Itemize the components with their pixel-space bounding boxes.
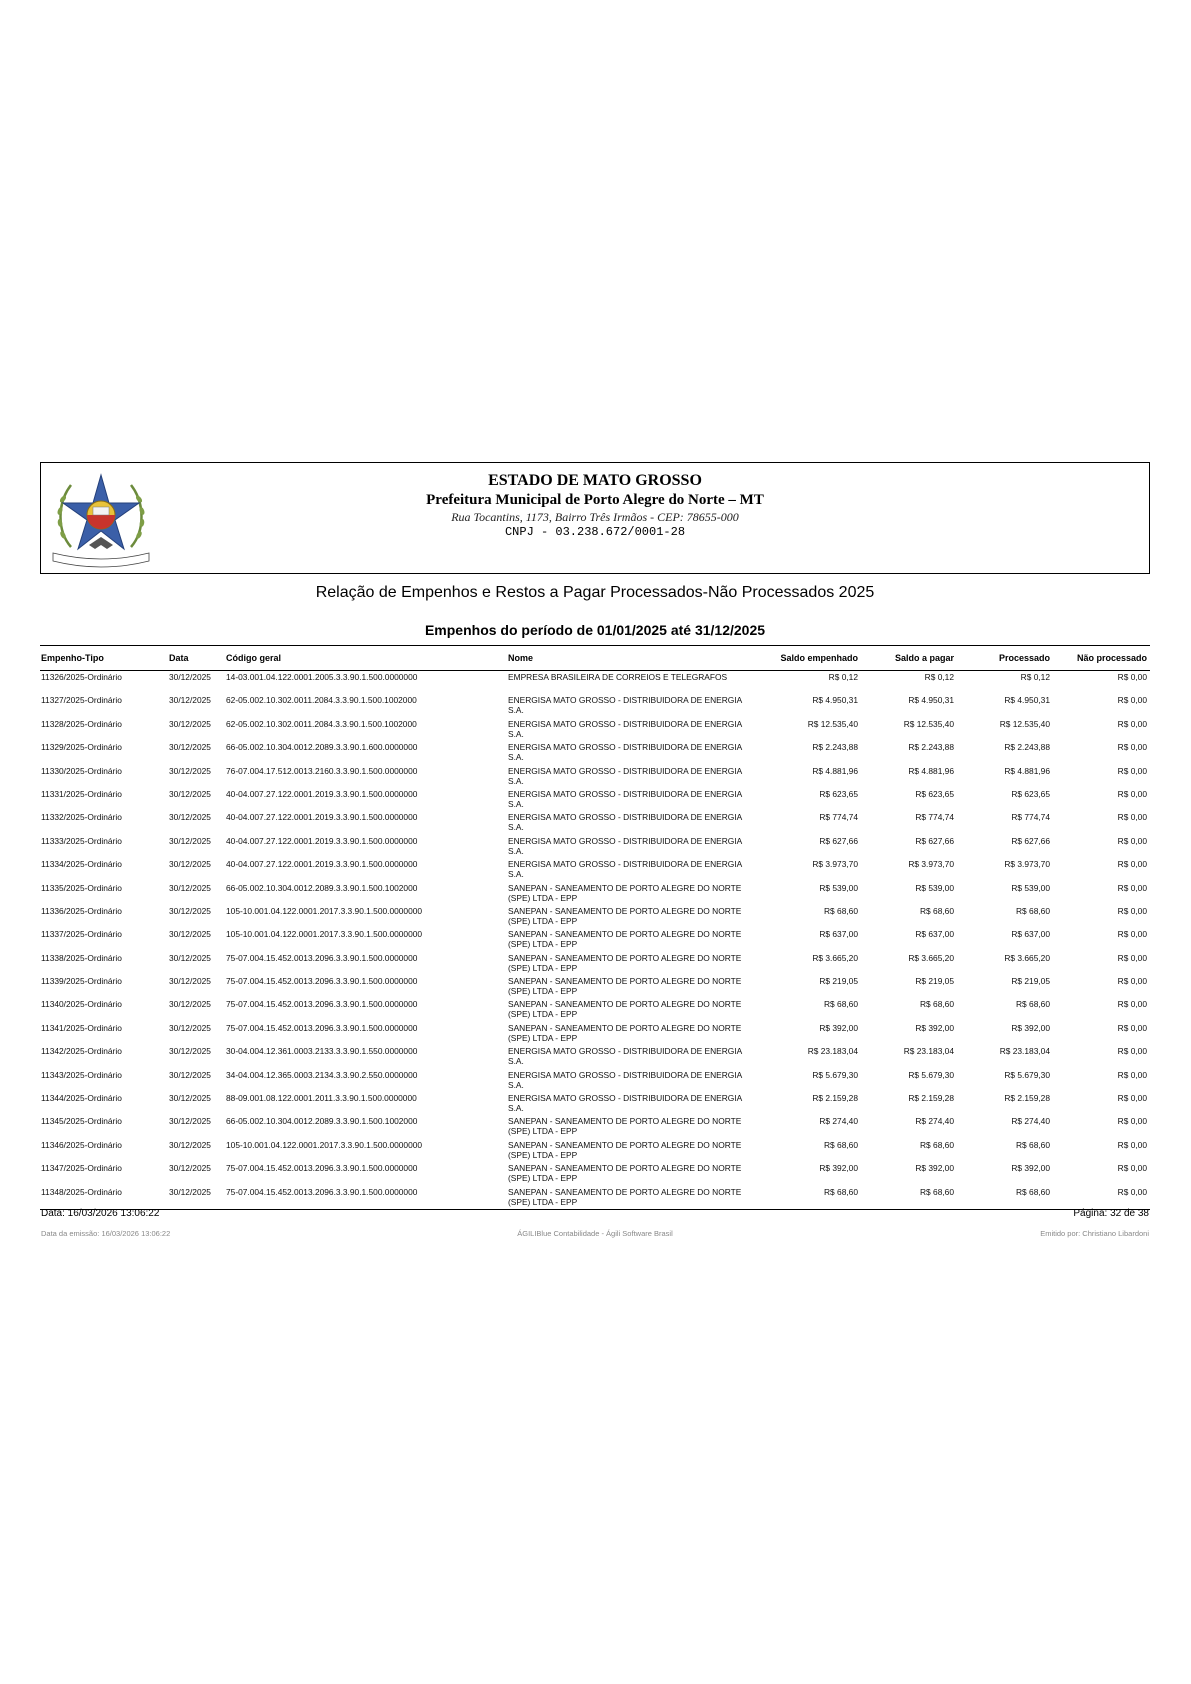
cell-saldo-empenhado: R$ 4.881,96: [812, 765, 858, 776]
cell-data: 30/12/2025: [169, 882, 211, 893]
cell-nome: SANEPAN - SANEAMENTO DE PORTO ALEGRE DO NORTE (SPE) LTDA - EPP: [508, 905, 742, 926]
emission-footer: [40, 1229, 1150, 1241]
cell-data: 30/12/2025: [169, 976, 211, 987]
cell-empenho: 11347/2025-Ordinário: [41, 1163, 122, 1174]
table-row: [40, 1045, 1150, 1068]
cell-nome: ENERGISA MATO GROSSO - DISTRIBUIDORA DE ENERGIA S.A.: [508, 695, 742, 716]
cell-nome: ENERGISA MATO GROSSO - DISTRIBUIDORA DE ENERGIA S.A.: [508, 1093, 742, 1114]
table-body: [40, 671, 1150, 1210]
cell-nao-processado: R$ 0,00: [1117, 929, 1147, 940]
cell-nao-processado: R$ 0,00: [1117, 882, 1147, 893]
table-row: [40, 694, 1150, 717]
cell-processado: R$ 774,74: [1011, 812, 1050, 823]
table-row: [40, 1162, 1150, 1185]
cell-processado: R$ 3.973,70: [1004, 859, 1050, 870]
cell-saldo-a-pagar: R$ 219,05: [915, 976, 954, 987]
cell-codigo: 75-07.004.15.452.0013.2096.3.3.90.1.500.0000000: [226, 1022, 418, 1033]
cell-processado: R$ 68,60: [1016, 999, 1050, 1010]
cell-saldo-empenhado: R$ 68,60: [824, 1186, 858, 1197]
cell-processado: R$ 0,12: [1020, 672, 1050, 682]
cell-nao-processado: R$ 0,00: [1117, 1186, 1147, 1197]
cell-codigo: 40-04.007.27.122.0001.2019.3.3.90.1.500.0000000: [226, 788, 418, 799]
cell-empenho: 11335/2025-Ordinário: [41, 882, 122, 893]
cell-saldo-a-pagar: R$ 4.950,31: [908, 695, 954, 706]
cell-saldo-empenhado: R$ 623,65: [819, 788, 858, 799]
table-row: [40, 882, 1150, 905]
cell-codigo: 75-07.004.15.452.0013.2096.3.3.90.1.500.0000000: [226, 1163, 418, 1174]
page-number: Página: 32 de 38: [1073, 1208, 1149, 1219]
table-row: [40, 835, 1150, 858]
table-row: [40, 858, 1150, 881]
cell-processado: R$ 274,40: [1011, 1116, 1050, 1127]
cell-nao-processado: R$ 0,00: [1117, 976, 1147, 987]
table-row: [40, 1139, 1150, 1162]
cell-nao-processado: R$ 0,00: [1117, 742, 1147, 753]
cell-nome: SANEPAN - SANEAMENTO DE PORTO ALEGRE DO NORTE (SPE) LTDA - EPP: [508, 929, 742, 950]
cell-saldo-a-pagar: R$ 3.665,20: [908, 952, 954, 963]
table-row: [40, 1069, 1150, 1092]
cell-saldo-a-pagar: R$ 274,40: [915, 1116, 954, 1127]
cell-saldo-empenhado: R$ 4.950,31: [812, 695, 858, 706]
cell-nao-processado: R$ 0,00: [1117, 695, 1147, 706]
cell-saldo-empenhado: R$ 392,00: [819, 1163, 858, 1174]
cell-processado: R$ 23.183,04: [999, 1046, 1050, 1057]
cell-saldo-empenhado: R$ 274,40: [819, 1116, 858, 1127]
cell-saldo-a-pagar: R$ 2.159,28: [908, 1093, 954, 1104]
cell-empenho: 11341/2025-Ordinário: [41, 1022, 122, 1033]
cell-nome: SANEPAN - SANEAMENTO DE PORTO ALEGRE DO NORTE (SPE) LTDA - EPP: [508, 1116, 742, 1137]
cell-nao-processado: R$ 0,00: [1117, 1139, 1147, 1150]
cell-saldo-a-pagar: R$ 68,60: [920, 1186, 954, 1197]
table-row: [40, 671, 1150, 694]
cell-nao-processado: R$ 0,00: [1117, 1069, 1147, 1080]
table-row: [40, 1022, 1150, 1045]
cell-saldo-empenhado: R$ 3.973,70: [812, 859, 858, 870]
cell-saldo-a-pagar: R$ 539,00: [915, 882, 954, 893]
cell-saldo-empenhado: R$ 539,00: [819, 882, 858, 893]
cell-processado: R$ 68,60: [1016, 1139, 1050, 1150]
cell-nao-processado: R$ 0,00: [1117, 812, 1147, 823]
cell-nao-processado: R$ 0,00: [1117, 718, 1147, 729]
cell-data: 30/12/2025: [169, 1186, 211, 1197]
cell-saldo-a-pagar: R$ 392,00: [915, 1163, 954, 1174]
cell-processado: R$ 68,60: [1016, 905, 1050, 916]
cell-saldo-empenhado: R$ 219,05: [819, 976, 858, 987]
cell-saldo-a-pagar: R$ 68,60: [920, 999, 954, 1010]
cell-empenho: 11326/2025-Ordinário: [41, 672, 122, 682]
cell-data: 30/12/2025: [169, 765, 211, 776]
cell-nome: SANEPAN - SANEAMENTO DE PORTO ALEGRE DO NORTE (SPE) LTDA - EPP: [508, 976, 742, 997]
cell-saldo-a-pagar: R$ 774,74: [915, 812, 954, 823]
cell-saldo-empenhado: R$ 627,66: [819, 835, 858, 846]
table-row: [40, 741, 1150, 764]
cell-nao-processado: R$ 0,00: [1117, 905, 1147, 916]
column-header-data: Data: [169, 653, 189, 663]
column-header-nao-processado: Não processado: [1076, 653, 1147, 663]
cell-saldo-empenhado: R$ 12.535,40: [807, 718, 858, 729]
cell-nao-processado: R$ 0,00: [1117, 765, 1147, 776]
cell-codigo: 75-07.004.15.452.0013.2096.3.3.90.1.500.0000000: [226, 999, 418, 1010]
cell-processado: R$ 392,00: [1011, 1163, 1050, 1174]
cell-data: 30/12/2025: [169, 788, 211, 799]
cell-saldo-a-pagar: R$ 68,60: [920, 905, 954, 916]
cell-nao-processado: R$ 0,00: [1117, 1163, 1147, 1174]
cell-codigo: 66-05.002.10.304.0012.2089.3.3.90.1.500.1002000: [226, 882, 418, 893]
cell-codigo: 66-05.002.10.304.0012.2089.3.3.90.1.600.0000000: [226, 742, 418, 753]
cell-data: 30/12/2025: [169, 905, 211, 916]
cell-data: 30/12/2025: [169, 1163, 211, 1174]
cell-data: 30/12/2025: [169, 929, 211, 940]
cell-nao-processado: R$ 0,00: [1117, 672, 1147, 682]
column-header-pagar: Saldo a pagar: [894, 653, 954, 663]
table-row: [40, 1186, 1150, 1209]
cell-codigo: 40-04.007.27.122.0001.2019.3.3.90.1.500.0000000: [226, 859, 418, 870]
cell-nome: ENERGISA MATO GROSSO - DISTRIBUIDORA DE ENERGIA S.A.: [508, 765, 742, 786]
cell-codigo: 105-10.001.04.122.0001.2017.3.3.90.1.500.0000000: [226, 1139, 423, 1150]
cell-data: 30/12/2025: [169, 1093, 211, 1104]
cell-saldo-a-pagar: R$ 23.183,04: [903, 1046, 954, 1057]
table-row: [40, 1092, 1150, 1115]
cell-empenho: 11342/2025-Ordinário: [41, 1046, 122, 1057]
cell-codigo: 66-05.002.10.304.0012.2089.3.3.90.1.500.1002000: [226, 1116, 418, 1127]
cell-nome: SANEPAN - SANEAMENTO DE PORTO ALEGRE DO NORTE (SPE) LTDA - EPP: [508, 882, 742, 903]
cell-nome: SANEPAN - SANEAMENTO DE PORTO ALEGRE DO NORTE (SPE) LTDA - EPP: [508, 952, 742, 973]
cell-empenho: 11339/2025-Ordinário: [41, 976, 122, 987]
document-header: [40, 462, 1150, 574]
cell-nao-processado: R$ 0,00: [1117, 788, 1147, 799]
cell-codigo: 75-07.004.15.452.0013.2096.3.3.90.1.500.0000000: [226, 1186, 418, 1197]
cell-data: 30/12/2025: [169, 1116, 211, 1127]
cell-saldo-a-pagar: R$ 5.679,30: [908, 1069, 954, 1080]
cell-processado: R$ 623,65: [1011, 788, 1050, 799]
cell-empenho: 11337/2025-Ordinário: [41, 929, 122, 940]
cell-processado: R$ 637,00: [1011, 929, 1050, 940]
cell-nome: ENERGISA MATO GROSSO - DISTRIBUIDORA DE ENERGIA S.A.: [508, 742, 742, 763]
column-header-saldo: Saldo empenhado: [780, 653, 858, 663]
cell-nome: ENERGISA MATO GROSSO - DISTRIBUIDORA DE ENERGIA S.A.: [508, 812, 742, 833]
cell-nome: ENERGISA MATO GROSSO - DISTRIBUIDORA DE ENERGIA S.A.: [508, 835, 742, 856]
cell-processado: R$ 4.881,96: [1004, 765, 1050, 776]
cell-saldo-empenhado: R$ 2.243,88: [812, 742, 858, 753]
municipality-address: Rua Tocantins, 1173, Bairro Três Irmãos - CEP: 78655-000: [451, 510, 739, 524]
cell-saldo-a-pagar: R$ 0,12: [924, 672, 954, 682]
table-row: [40, 928, 1150, 951]
municipality-cnpj: CNPJ - 03.238.672/0001-28: [504, 525, 686, 539]
cell-codigo: 105-10.001.04.122.0001.2017.3.3.90.1.500.0000000: [226, 905, 423, 916]
table-row: [40, 718, 1150, 741]
cell-empenho: 11340/2025-Ordinário: [41, 999, 122, 1010]
cell-processado: R$ 4.950,31: [1004, 695, 1050, 706]
cell-codigo: 40-04.007.27.122.0001.2019.3.3.90.1.500.0000000: [226, 812, 418, 823]
cell-saldo-empenhado: R$ 774,74: [819, 812, 858, 823]
cell-saldo-a-pagar: R$ 623,65: [915, 788, 954, 799]
table-row: [40, 788, 1150, 811]
cell-nao-processado: R$ 0,00: [1117, 1093, 1147, 1104]
cell-saldo-empenhado: R$ 2.159,28: [812, 1093, 858, 1104]
cell-nome: ENERGISA MATO GROSSO - DISTRIBUIDORA DE ENERGIA S.A.: [508, 1069, 742, 1090]
cell-data: 30/12/2025: [169, 835, 211, 846]
cell-data: 30/12/2025: [169, 999, 211, 1010]
cell-saldo-empenhado: R$ 68,60: [824, 1139, 858, 1150]
cell-saldo-empenhado: R$ 637,00: [819, 929, 858, 940]
table-row: [40, 975, 1150, 998]
cell-empenho: 11336/2025-Ordinário: [41, 905, 122, 916]
cell-saldo-empenhado: R$ 68,60: [824, 999, 858, 1010]
cell-saldo-a-pagar: R$ 12.535,40: [903, 718, 954, 729]
cell-data: 30/12/2025: [169, 1069, 211, 1080]
report-period: Empenhos do período de 01/01/2025 até 31/12/2025: [424, 622, 766, 638]
cell-empenho: 11348/2025-Ordinário: [41, 1186, 122, 1197]
cell-codigo: 14-03.001.04.122.0001.2005.3.3.90.1.500.0000000: [226, 672, 418, 682]
table-row: [40, 811, 1150, 834]
cell-codigo: 40-04.007.27.122.0001.2019.3.3.90.1.500.0000000: [226, 835, 418, 846]
cell-empenho: 11344/2025-Ordinário: [41, 1093, 122, 1104]
cell-data: 30/12/2025: [169, 859, 211, 870]
cell-empenho: 11331/2025-Ordinário: [41, 788, 122, 799]
column-header-nome: Nome: [508, 653, 534, 663]
report-title: Relação de Empenhos e Restos a Pagar Processados-Não Processados 2025: [315, 584, 875, 601]
cell-saldo-a-pagar: R$ 627,66: [915, 835, 954, 846]
cell-data: 30/12/2025: [169, 812, 211, 823]
cell-data: 30/12/2025: [169, 672, 211, 682]
cell-empenho: 11338/2025-Ordinário: [41, 952, 122, 963]
cell-saldo-a-pagar: R$ 2.243,88: [908, 742, 954, 753]
table-row: [40, 765, 1150, 788]
footer-date: Data: 16/03/2026 13:06:22: [41, 1208, 160, 1219]
cell-saldo-empenhado: R$ 392,00: [819, 1022, 858, 1033]
cell-processado: R$ 539,00: [1011, 882, 1050, 893]
cell-nao-processado: R$ 0,00: [1117, 859, 1147, 870]
cell-processado: R$ 219,05: [1011, 976, 1050, 987]
cell-empenho: 11329/2025-Ordinário: [41, 742, 122, 753]
cell-nome: SANEPAN - SANEAMENTO DE PORTO ALEGRE DO NORTE (SPE) LTDA - EPP: [508, 1163, 742, 1184]
cell-nome: ENERGISA MATO GROSSO - DISTRIBUIDORA DE ENERGIA S.A.: [508, 859, 742, 880]
state-name: ESTADO DE MATO GROSSO: [488, 472, 702, 489]
cell-data: 30/12/2025: [169, 718, 211, 729]
column-header-processado: Processado: [998, 653, 1050, 663]
cell-saldo-empenhado: R$ 5.679,30: [812, 1069, 858, 1080]
cell-codigo: 30-04.004.12.361.0003.2133.3.3.90.1.550.0000000: [226, 1046, 418, 1057]
cell-saldo-a-pagar: R$ 3.973,70: [908, 859, 954, 870]
cell-data: 30/12/2025: [169, 1139, 211, 1150]
cell-processado: R$ 12.535,40: [999, 718, 1050, 729]
cell-saldo-a-pagar: R$ 4.881,96: [908, 765, 954, 776]
table-row: [40, 905, 1150, 928]
cell-nao-processado: R$ 0,00: [1117, 1116, 1147, 1127]
cell-nome: SANEPAN - SANEAMENTO DE PORTO ALEGRE DO NORTE (SPE) LTDA - EPP: [508, 1186, 742, 1207]
issuer-name: Emitido por: Christiano Libardoni: [1040, 1229, 1149, 1238]
cell-nao-processado: R$ 0,00: [1117, 835, 1147, 846]
table-row: [40, 998, 1150, 1021]
cell-codigo: 34-04.004.12.365.0003.2134.3.3.90.2.550.0000000: [226, 1069, 418, 1080]
cell-processado: R$ 3.665,20: [1004, 952, 1050, 963]
cell-empenho: 11330/2025-Ordinário: [41, 765, 122, 776]
cell-saldo-empenhado: R$ 23.183,04: [807, 1046, 858, 1057]
cell-codigo: 88-09.001.08.122.0001.2011.3.3.90.1.500.0000000: [226, 1093, 417, 1104]
emission-date: Data da emissão: 16/03/2026 13:06:22: [41, 1229, 171, 1238]
cell-codigo: 75-07.004.15.452.0013.2096.3.3.90.1.500.0000000: [226, 976, 418, 987]
cell-saldo-a-pagar: R$ 68,60: [920, 1139, 954, 1150]
cell-processado: R$ 68,60: [1016, 1186, 1050, 1197]
cell-nome: EMPRESA BRASILEIRA DE CORREIOS E TELEGRAFOS: [508, 672, 728, 682]
column-header-codigo: Código geral: [226, 653, 282, 663]
cell-saldo-empenhado: R$ 3.665,20: [812, 952, 858, 963]
cell-data: 30/12/2025: [169, 952, 211, 963]
cell-processado: R$ 2.243,88: [1004, 742, 1050, 753]
cell-saldo-a-pagar: R$ 392,00: [915, 1022, 954, 1033]
cell-processado: R$ 627,66: [1011, 835, 1050, 846]
cell-empenho: 11346/2025-Ordinário: [41, 1139, 122, 1150]
cell-saldo-a-pagar: R$ 637,00: [915, 929, 954, 940]
cell-saldo-empenhado: R$ 0,12: [828, 672, 858, 682]
cell-processado: R$ 5.679,30: [1004, 1069, 1050, 1080]
cell-codigo: 62-05.002.10.302.0011.2084.3.3.90.1.500.1002000: [226, 718, 417, 729]
cell-codigo: 62-05.002.10.302.0011.2084.3.3.90.1.500.1002000: [226, 695, 417, 706]
cell-empenho: 11327/2025-Ordinário: [41, 695, 122, 706]
cell-codigo: 75-07.004.15.452.0013.2096.3.3.90.1.500.0000000: [226, 952, 418, 963]
page-footer: [40, 1208, 1150, 1222]
cell-empenho: 11333/2025-Ordinário: [41, 835, 122, 846]
cell-processado: R$ 392,00: [1011, 1022, 1050, 1033]
table-header: [40, 645, 1150, 671]
cell-nome: ENERGISA MATO GROSSO - DISTRIBUIDORA DE ENERGIA S.A.: [508, 1046, 742, 1067]
column-header-empenho: Empenho-Tipo: [41, 653, 104, 663]
cell-processado: R$ 2.159,28: [1004, 1093, 1050, 1104]
cell-nome: SANEPAN - SANEAMENTO DE PORTO ALEGRE DO NORTE (SPE) LTDA - EPP: [508, 1022, 742, 1043]
cell-nome: SANEPAN - SANEAMENTO DE PORTO ALEGRE DO NORTE (SPE) LTDA - EPP: [508, 999, 742, 1020]
cell-empenho: 11334/2025-Ordinário: [41, 859, 122, 870]
cell-data: 30/12/2025: [169, 1022, 211, 1033]
cell-saldo-empenhado: R$ 68,60: [824, 905, 858, 916]
cell-codigo: 76-07.004.17.512.0013.2160.3.3.90.1.500.0000000: [226, 765, 418, 776]
software-name: ÁGILIBlue Contabilidade - Ágili Software Brasil: [517, 1229, 673, 1238]
cell-empenho: 11328/2025-Ordinário: [41, 718, 122, 729]
cell-nao-processado: R$ 0,00: [1117, 1046, 1147, 1057]
cell-empenho: 11343/2025-Ordinário: [41, 1069, 122, 1080]
cell-data: 30/12/2025: [169, 742, 211, 753]
commitments-table: [40, 645, 1150, 1210]
cell-nao-processado: R$ 0,00: [1117, 999, 1147, 1010]
municipality-name: Prefeitura Municipal de Porto Alegre do Norte – MT: [426, 492, 764, 508]
cell-data: 30/12/2025: [169, 1046, 211, 1057]
table-row: [40, 952, 1150, 975]
cell-nao-processado: R$ 0,00: [1117, 1022, 1147, 1033]
cell-nao-processado: R$ 0,00: [1117, 952, 1147, 963]
cell-empenho: 11345/2025-Ordinário: [41, 1116, 122, 1127]
cell-data: 30/12/2025: [169, 695, 211, 706]
cell-nome: ENERGISA MATO GROSSO - DISTRIBUIDORA DE ENERGIA S.A.: [508, 718, 742, 739]
cell-nome: SANEPAN - SANEAMENTO DE PORTO ALEGRE DO NORTE (SPE) LTDA - EPP: [508, 1139, 742, 1160]
table-row: [40, 1115, 1150, 1138]
cell-codigo: 105-10.001.04.122.0001.2017.3.3.90.1.500.0000000: [226, 929, 423, 940]
cell-nome: ENERGISA MATO GROSSO - DISTRIBUIDORA DE ENERGIA S.A.: [508, 788, 742, 809]
cell-empenho: 11332/2025-Ordinário: [41, 812, 122, 823]
